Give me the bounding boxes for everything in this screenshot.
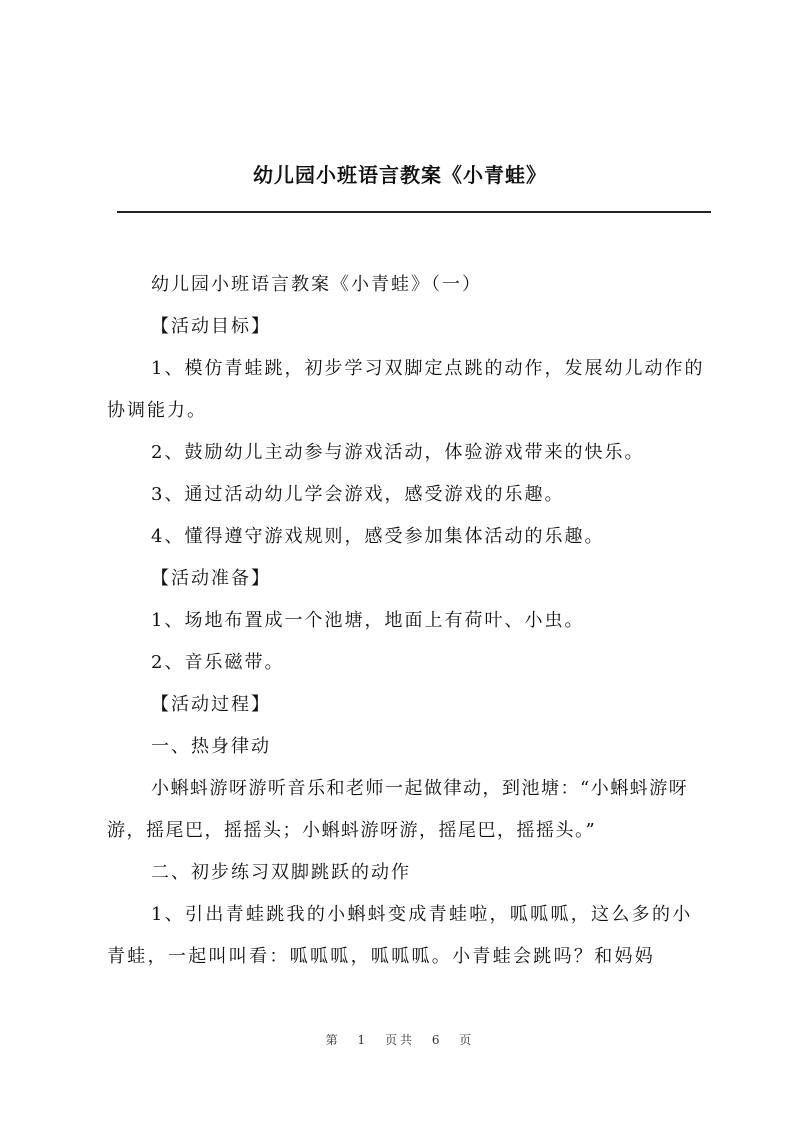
document-body	[107, 264, 711, 978]
paragraph-warmup-text: 小蝌蚪游呀游听音乐和老师一起做律动，到池塘：“小蝌蚪游呀游，摇尾巴，摇摇头；小蝌蚪游呀游，摇尾巴，摇摇头。”	[107, 778, 689, 841]
paragraph-section-preparation: 【活动准备】	[151, 568, 271, 589]
paragraph-goal-2: 2、鼓励幼儿主动参与游戏活动，体验游戏带来的快乐。	[151, 442, 645, 463]
paragraph-preparation-2: 2、音乐磁带。	[151, 652, 285, 673]
title-divider	[117, 211, 711, 213]
paragraph-step-warmup: 一、热身律动	[151, 736, 271, 757]
paragraph-subtitle: 幼儿园小班语言教案《小青蛙》（一）	[151, 274, 482, 295]
paragraph-goal-1: 1、模仿青蛙跳，初步学习双脚定点跳的动作，发展幼儿动作的协调能力。	[107, 358, 705, 421]
page-title: 幼儿园小班语言教案《小青蛙》	[253, 163, 547, 187]
paragraph-jump-text: 1、引出青蛙跳我的小蝌蚪变成青蛙啦，呱呱呱，这么多的小青蛙，一起叫叫看：呱呱呱，呱呱呱。小青蛙会跳吗？和妈妈	[107, 904, 693, 967]
paragraph-preparation-1: 1、场地布置成一个池塘，地面上有荷叶、小虫。	[151, 610, 585, 631]
footer-total-pages: 6	[431, 1033, 443, 1047]
footer-middle: 页共	[384, 1033, 415, 1047]
page-footer	[0, 1031, 800, 1048]
paragraph-section-goals: 【活动目标】	[151, 316, 271, 337]
paragraph-goal-3: 3、通过活动幼儿学会游戏，感受游戏的乐趣。	[151, 484, 565, 505]
paragraph-step-jump: 二、初步练习双脚跳跃的动作	[151, 862, 411, 883]
paragraph-section-process: 【活动过程】	[151, 694, 271, 715]
footer-suffix: 页	[459, 1033, 475, 1047]
footer-current-page: 1	[357, 1033, 369, 1047]
paragraph-goal-4: 4、懂得遵守游戏规则，感受参加集体活动的乐趣。	[151, 526, 605, 547]
footer-prefix: 第	[325, 1033, 341, 1047]
